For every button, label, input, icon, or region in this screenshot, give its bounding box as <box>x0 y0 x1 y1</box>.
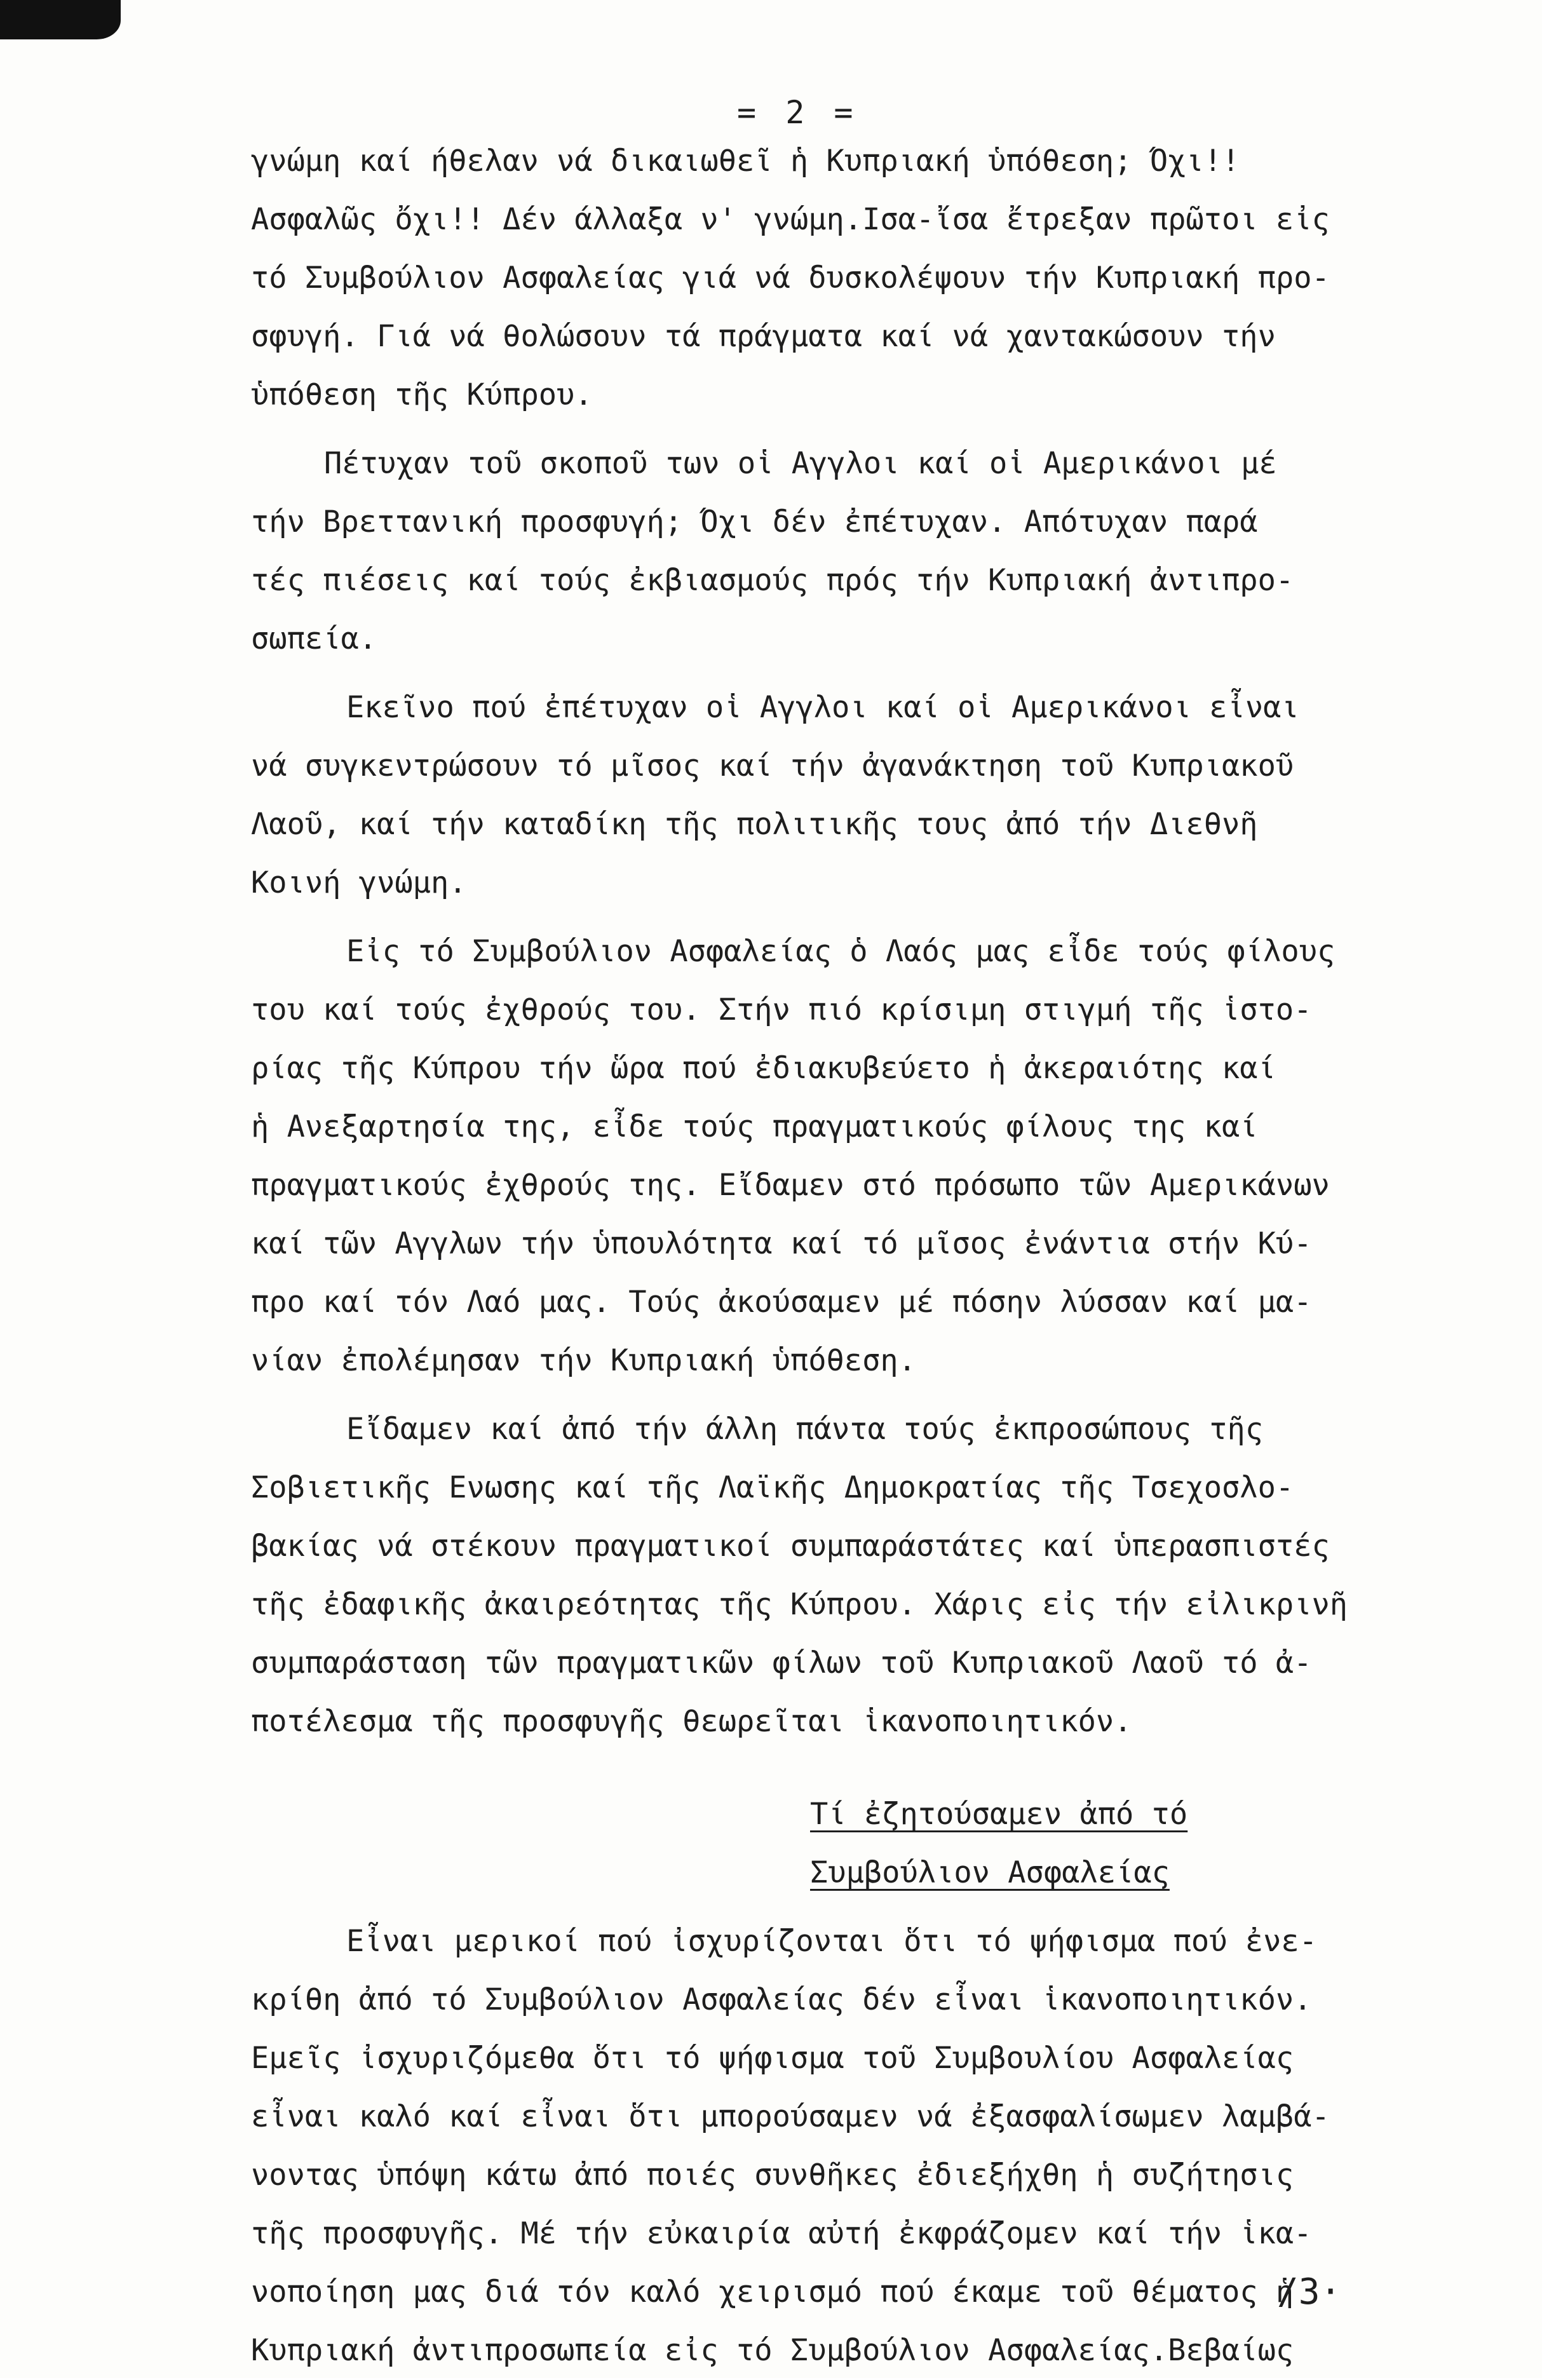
paragraph-5 <box>251 1400 1445 1751</box>
text-line: τό Συμβούλιον Ασφαλείας γιά νά δυσκολέψουν τήν Κυπριακή προ- <box>251 260 1330 295</box>
text-line: Πέτυχαν τοῦ σκοποῦ των οἱ Αγγλοι καί οἱ Αμερικάνοι μέ <box>324 446 1277 481</box>
heading-line: Τί ἐζητούσαμεν ἀπό τό <box>810 1797 1188 1832</box>
text-line: νίαν ἐπολέμησαν τήν Κυπριακή ὑπόθεση. <box>251 1343 916 1378</box>
text-line: τές πιέσεις καί τούς ἐκβιασμούς πρός τήν Κυπριακή ἀντιπρο- <box>251 563 1294 598</box>
text-line: Εἶναι μερικοί πού ἰσχυρίζονται ὅτι τό ψήφισμα πού ἐνε- <box>346 1924 1318 1959</box>
text-line: Λαοῦ, καί τήν καταδίκη τῆς πολιτικῆς τους ἀπό τήν Διεθνῆ <box>251 807 1258 842</box>
section-heading <box>810 1785 1445 1902</box>
text-line: καί τῶν Αγγλων τήν ὑπουλότητα καί τό μῖσος ἐνάντια στήν Κύ- <box>251 1226 1312 1261</box>
continuation-mark: /3· <box>1277 2271 1342 2313</box>
text-line: νοντας ὑπόψη κάτω ἀπό ποιές συνθῆκες ἐδιεξήχθη ἡ συζήτησις <box>251 2158 1294 2193</box>
page-number: = 2 = <box>737 94 858 131</box>
paragraph-6 <box>251 1912 1445 2380</box>
paragraph-2 <box>251 435 1445 668</box>
scan-corner-mark <box>0 0 121 39</box>
text-line: νά συγκεντρώσουν τό μῖσος καί τήν ἀγανάκτηση τοῦ Κυπριακοῦ <box>251 748 1294 783</box>
text-line: τῆς προσφυγῆς. Μέ τήν εὐκαιρία αὐτή ἐκφράζομεν καί τήν ἱκα- <box>251 2216 1312 2251</box>
text-line: προ καί τόν Λαό μας. Τούς ἀκούσαμεν μέ πόσην λύσσαν καί μα- <box>251 1285 1312 1320</box>
text-line: γνώμη καί ήθελαν νά δικαιωθεῖ ἡ Κυπριακή ὑπόθεση; Όχι!! <box>251 144 1240 179</box>
text-line: ἡ Ανεξαρτησία της, εἶδε τούς πραγματικούς φίλους της καί <box>251 1109 1258 1144</box>
text-line: Εμεῖς ἰσχυριζόμεθα ὅτι τό ψήφισμα τοῦ Συμβουλίου Ασφαλείας <box>251 2041 1294 2076</box>
text-line: σωπεία. <box>251 621 377 656</box>
text-line: Κοινή γνώμη. <box>251 865 467 900</box>
text-line: Σοβιετικῆς Ενωσης καί τῆς Λαϊκῆς Δημοκρατίας τῆς Τσεχοσλο- <box>251 1470 1294 1505</box>
text-line: εἶναι καλό καί εἶναι ὅτι μπορούσαμεν νά ἐξασφαλίσωμεν λαμβά- <box>251 2099 1330 2134</box>
text-line: σφυγή. Γιά νά θολώσουν τά πράγματα καί νά χαντακώσουν τήν <box>251 319 1276 354</box>
text-line: νοποίηση μας διά τόν καλό χειρισμό πού έκαμε τοῦ θέματος ἡ <box>251 2275 1294 2309</box>
text-line: ὑπόθεση τῆς Κύπρου. <box>251 377 593 412</box>
text-line: Εἴδαμεν καί ἀπό τήν άλλη πάντα τούς ἐκπροσώπους τῆς <box>346 1412 1264 1447</box>
text-line: πραγματικούς ἐχθρούς της. Εἴδαμεν στό πρόσωπο τῶν Αμερικάνων <box>251 1168 1330 1203</box>
text-line: κρίθη ἀπό τό Συμβούλιον Ασφαλείας δέν εἶναι ἱκανοποιητικόν. <box>251 1982 1312 2017</box>
heading-line: Συμβούλιον Ασφαλείας <box>810 1855 1170 1890</box>
paragraph-3 <box>251 679 1445 912</box>
text-line: Εκεῖνο πού ἐπέτυχαν οἱ Αγγλοι καί οἱ Αμερικάνοι εἶναι <box>346 690 1299 725</box>
paragraph-1 <box>251 132 1445 424</box>
text-line: τήν Βρεττανική προσφυγή; Όχι δέν ἐπέτυχαν. Απότυχαν παρά <box>251 504 1258 539</box>
text-line: Ασφαλῶς ὄχι!! Δέν άλλαξα ν' γνώμη.Ισα-ἴσα ἔτρεξαν πρῶτοι εἰς <box>251 202 1330 237</box>
text-line: Εἰς τό Συμβούλιον Ασφαλείας ὁ Λαός μας εἶδε τούς φίλους <box>346 934 1336 969</box>
text-line: συμπαράσταση τῶν πραγματικῶν φίλων τοῦ Κυπριακοῦ Λαοῦ τό ἀ- <box>251 1646 1312 1680</box>
text-line: ποτέλεσμα τῆς προσφυγῆς θεωρεῖται ἱκανοποιητικόν. <box>251 1704 1132 1739</box>
text-line: βακίας νά στέκουν πραγματικοί συμπαράστάτες καί ὑπερασπιστές <box>251 1529 1330 1564</box>
text-line: τῆς ἐδαφικῆς ἀκαιρεότητας τῆς Κύπρου. Χάρις εἰς τήν εἰλικρινῆ <box>251 1587 1348 1622</box>
paragraph-4 <box>251 923 1445 1390</box>
text-line: ρίας τῆς Κύπρου τήν ὥρα πού ἐδιακυβεύετο ἡ ἀκεραιότης καί <box>251 1051 1276 1086</box>
document-body <box>251 132 1445 2380</box>
text-line: Κυπριακή ἀντιπροσωπεία εἰς τό Συμβούλιον Ασφαλείας.Βεβαίως <box>251 2333 1294 2368</box>
text-line: του καί τούς ἐχθρούς του. Στήν πιό κρίσιμη στιγμή τῆς ἱστο- <box>251 992 1312 1027</box>
